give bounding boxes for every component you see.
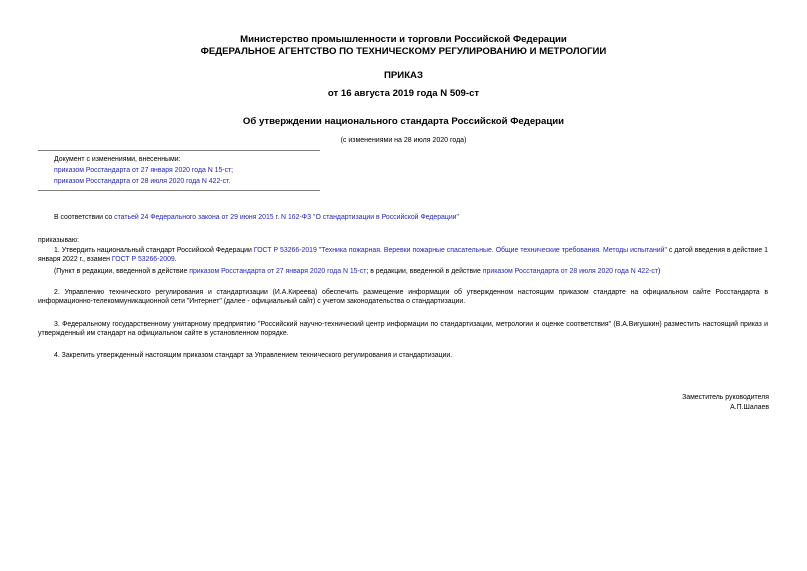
item-1-note-prefix: (Пункт в редакции, введенной в действие: [54, 268, 190, 275]
doc-date-number: от 16 августа 2019 года N 509-ст: [327, 88, 480, 99]
note-link-1[interactable]: приказом Росстандарта от 27 января 2020 года N 15-ст: [189, 268, 367, 275]
gost-2009-link[interactable]: ГОСТ Р 53266-2009: [111, 256, 175, 264]
changes-box-intro: Документ с изменениями, внесенными:: [54, 156, 181, 163]
change-link-2[interactable]: приказом Росстандарта от 28 июля 2020 года N 422-ст.: [54, 178, 231, 185]
note-link-2[interactable]: приказом Росстандарта от 28 июля 2020 года N 422-ст: [482, 268, 658, 275]
agency-name: ФЕДЕРАЛЬНОЕ АГЕНТСТВО ПО ТЕХНИЧЕСКОМУ РЕГУЛИРОВАНИЮ И МЕТРОЛОГИИ: [200, 46, 607, 57]
item-1: [38, 246, 768, 265]
item-1-note-middle: ; в редакции, введенной в действие: [366, 268, 483, 275]
change-link-1[interactable]: приказом Росстандарта от 27 января 2020 года N 15-ст;: [54, 167, 234, 174]
item-1-text: 1. Утвердить национальный стандарт Российской Федерации: [54, 247, 254, 254]
item-3: 3. Федеральному государственному унитарному предприятию "Российский научно-технический центр информации по стандартизации, метрологии и оценке соответствия" (В.А.Вигушкин) разместить настоящий приказ и утвержденный им стандарт на официальном сайте в установленном порядке.: [38, 321, 768, 338]
preamble: [54, 213, 459, 222]
changes-note: (с изменениями на 28 июля 2020 года): [340, 137, 467, 144]
item-2: 2. Управлению технического регулирования и стандартизации (И.А.Киреева) обеспечить размещение информации об утвержденном настоящим приказом стандарте на официальном сайте Росстандарта в информационно-телекоммуникационной сети "Интернет" (далее - официальный сайт) с учетом законодательства о стандартизации.: [38, 289, 768, 306]
preamble-text: В соответствии со: [54, 214, 115, 221]
changes-box-top-divider: [38, 150, 320, 151]
item-1-note: [54, 267, 660, 276]
item-1-middle: с датой введения в действие 1 января 2022 г., взамен: [38, 247, 768, 264]
doc-title: Об утверждении национального стандарта Российской Федерации: [242, 116, 565, 127]
item-1-note-suffix: ): [658, 268, 661, 275]
law-link[interactable]: статьей 24 Федерального закона от 29 июня 2015 г. N 162-ФЗ "О стандартизации в Российской Федерации": [114, 214, 459, 221]
signature-position: Заместитель руководителя: [682, 394, 769, 401]
ministry-name: Министерство промышленности и торговли Российской Федерации: [240, 34, 567, 45]
item-4: 4. Закрепить утвержденный настоящим приказом стандарт за Управлением технического регулирования и стандартизации.: [54, 352, 453, 359]
signature-name: А.П.Шалаев: [730, 404, 769, 411]
order-word: приказываю:: [38, 237, 79, 244]
item-1-suffix: .: [174, 256, 177, 264]
doc-type: ПРИКАЗ: [384, 70, 423, 81]
changes-box-bottom-divider: [38, 190, 320, 191]
gost-2019-link[interactable]: ГОСТ Р 53266-2019 "Техника пожарная. Веревки пожарные спасательные. Общие технические требования. Методы испытаний": [253, 247, 667, 254]
